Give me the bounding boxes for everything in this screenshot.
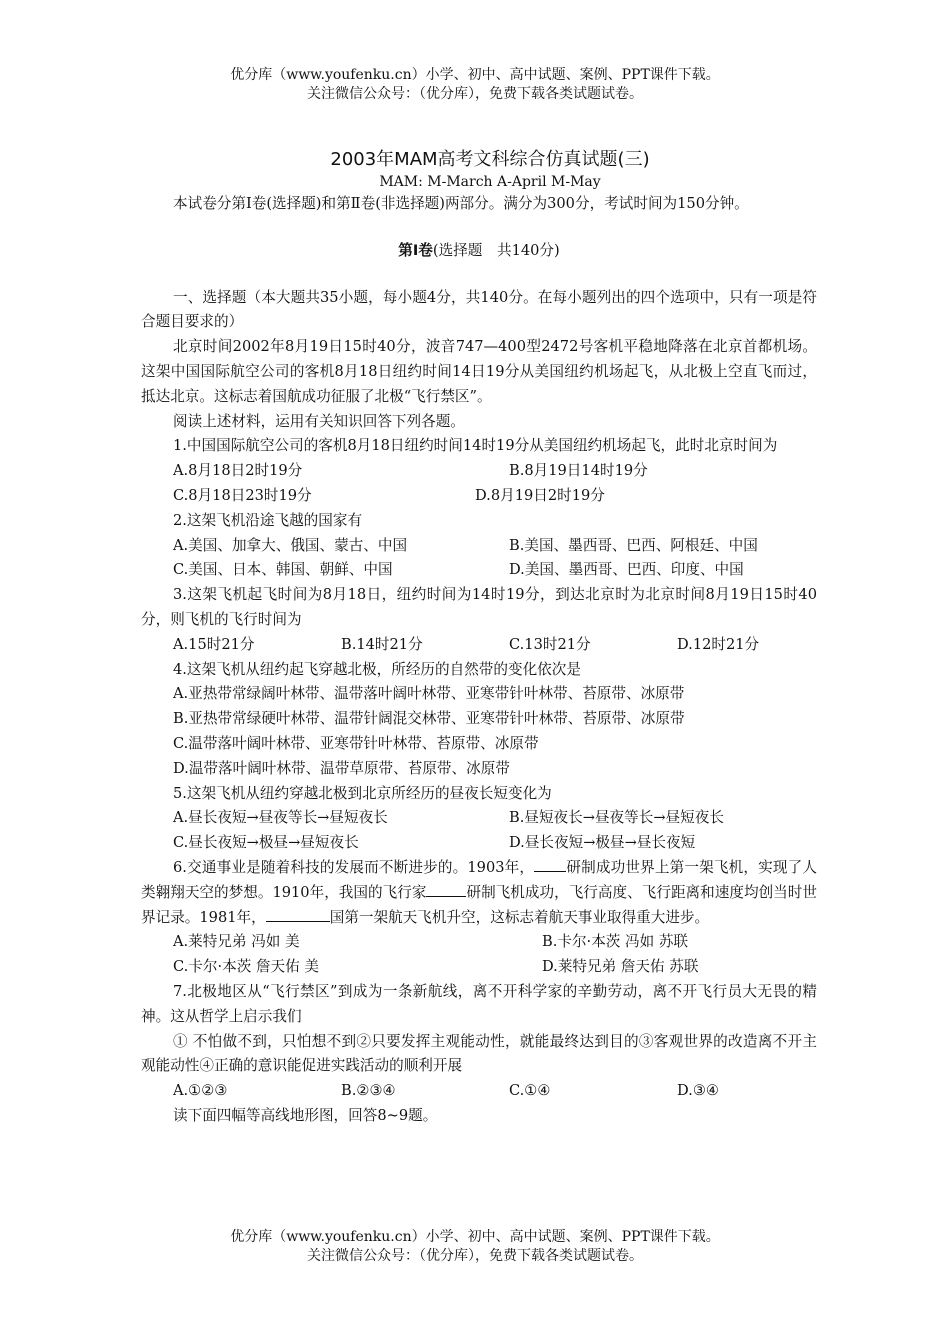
q6-option-c: C.卡尔·本茨 詹天佑 美 xyxy=(173,958,319,976)
question-1-options-row2 xyxy=(141,484,817,509)
q3-option-c: C.13时21分 xyxy=(509,635,591,653)
q5-option-d: D.昼长夜短→极昼→昼长夜短 xyxy=(509,834,696,852)
q6-blank-3 xyxy=(266,907,330,922)
q4-option-d: D.温带落叶阔叶林带、温带草原带、苔原带、冰原带 xyxy=(173,759,510,777)
header-line-2: 关注微信公众号：（优分库），免费下载各类试题试卷。 xyxy=(307,86,643,102)
q2-option-b: B.美国、墨西哥、巴西、阿根廷、中国 xyxy=(509,536,758,554)
q6-stem-part-3: 研制飞机成功，飞行高度、飞行距离和速度均创当时世界记录。1981年， xyxy=(141,883,817,926)
q2-option-c: C.美国、日本、韩国、朝鲜、中国 xyxy=(173,561,393,579)
footer-line-2: 关注微信公众号：（优分库），免费下载各类试题试卷。 xyxy=(307,1248,643,1264)
question-3-stem: 3.这架飞机起飞时间为8月18日，纽约时间为14时19分，到达北京时为北京时间8月19日15时40分，则飞机的飞行时间为 xyxy=(141,586,817,628)
reading-passage: 北京时间2002年8月19日15时40分，波音747—400型2472号客机平稳地降落在北京首都机场。这架中国国际航空公司的客机8月18日纽约时间14日19分从美国纽约机场起飞，从北极上空直飞而过，抵达北京。这标志着国航成功征服了北极“飞行禁区”。 xyxy=(141,338,817,405)
page-footer xyxy=(0,1228,950,1266)
question-5-options-row1 xyxy=(141,806,817,831)
question-2-options-row2 xyxy=(141,558,817,583)
question-5-stem: 5.这架飞机从纽约穿越北极到北京所经历的昼夜长短变化为 xyxy=(173,784,552,802)
q5-option-c: C.昼长夜短→极昼→昼短夜长 xyxy=(173,834,359,852)
q6-blank-2 xyxy=(426,882,466,897)
q4-option-c: C.温带落叶阔叶林带、亚寒带针叶林带、苔原带、冰原带 xyxy=(173,734,539,752)
q5-option-b: B.昼短夜长→昼夜等长→昼短夜长 xyxy=(509,809,724,827)
question-5-options-row2 xyxy=(141,831,817,856)
exam-title: 2003年MAM高考文科综合仿真试题(三) xyxy=(330,149,650,170)
q1-option-b: B.8月19日14时19分 xyxy=(509,462,648,480)
question-7-statements: ① 不怕做不到，只怕想不到②只要发挥主观能动性，就能最终达到目的③客观世界的改造离不开主观能动性④正确的意识能促进实践活动的顺利开展 xyxy=(141,1032,817,1075)
footer-line-1: 优分库（www.youfenku.cn）小学、初中、高中试题、案例、PPT课件下载。 xyxy=(230,1229,720,1245)
question-2-options-row1 xyxy=(141,534,817,559)
question-7-options xyxy=(141,1079,817,1104)
section-heading-rest: (选择题 共140分) xyxy=(432,241,560,259)
document-body xyxy=(141,148,817,1129)
q7-option-b: B.②③④ xyxy=(341,1082,396,1100)
question-6-options-row2 xyxy=(141,955,817,980)
q3-option-b: B.14时21分 xyxy=(341,635,423,653)
q6-option-b: B.卡尔·本茨 冯如 苏联 xyxy=(542,933,689,951)
q7-option-d: D.③④ xyxy=(677,1082,719,1100)
section-heading xyxy=(141,239,817,264)
exam-intro: 本试卷分第Ⅰ卷(选择题)和第Ⅱ卷(非选择题)两部分。满分为300分，考试时间为150分钟。 xyxy=(173,195,749,212)
q6-option-d: D.莱特兄弟 詹天佑 苏联 xyxy=(542,958,699,976)
q2-option-d: D.美国、墨西哥、巴西、印度、中国 xyxy=(509,561,744,579)
q1-option-d: D.8月19日2时19分 xyxy=(475,486,605,504)
header-line-1: 优分库（www.youfenku.cn）小学、初中、高中试题、案例、PPT课件下载。 xyxy=(230,67,720,83)
question-8-prompt: 读下面四幅等高线地形图，回答8~9题。 xyxy=(173,1106,438,1124)
reading-prompt: 阅读上述材料，运用有关知识回答下列各题。 xyxy=(173,412,465,430)
q7-option-a: A.①②③ xyxy=(173,1082,228,1100)
q2-option-a: A.美国、加拿大、俄国、蒙古、中国 xyxy=(173,536,408,554)
q3-option-d: D.12时21分 xyxy=(677,635,760,653)
question-6-options-row1 xyxy=(141,930,817,955)
question-6-stem xyxy=(141,856,817,930)
exam-subtitle: MAM: M-March A-April M-May xyxy=(379,174,601,190)
question-3-options xyxy=(141,633,817,658)
q1-option-a: A.8月18日2时19分 xyxy=(173,462,303,480)
q6-stem-part-4: 国第一架航天飞机升空，这标志着航天事业取得重大进步。 xyxy=(329,908,710,926)
section-heading-bold: 第Ⅰ卷 xyxy=(398,241,433,259)
question-1-stem: 1.中国国际航空公司的客机8月18日纽约时间14时19分从美国纽约机场起飞，此时北京时间为 xyxy=(173,437,778,455)
q6-blank-1 xyxy=(534,857,566,872)
page-header xyxy=(0,66,950,104)
question-2-stem: 2.这架飞机沿途飞越的国家有 xyxy=(173,511,363,529)
q3-option-a: A.15时21分 xyxy=(173,635,255,653)
instructions: 一、选择题（本大题共35小题，每小题4分，共140分。在每小题列出的四个选项中，只有一项是符合题目要求的） xyxy=(141,288,817,331)
question-4-stem: 4.这架飞机从纽约起飞穿越北极，所经历的自然带的变化依次是 xyxy=(173,660,581,678)
q5-option-a: A.昼长夜短→昼夜等长→昼短夜长 xyxy=(173,809,388,827)
question-7-stem: 7.北极地区从“飞行禁区”到成为一条新航线，离不开科学家的辛勤劳动，离不开飞行员大无畏的精神。这从哲学上启示我们 xyxy=(141,982,817,1025)
q4-option-b: B.亚热带常绿硬叶林带、温带针阔混交林带、亚寒带针叶林带、苔原带、冰原带 xyxy=(173,710,685,728)
question-1-options-row1 xyxy=(141,459,817,484)
q4-option-a: A.亚热带常绿阔叶林带、温带落叶阔叶林带、亚寒带针叶林带、苔原带、冰原带 xyxy=(173,685,685,703)
q7-option-c: C.①④ xyxy=(509,1082,551,1100)
q6-stem-part-1: 6.交通事业是随着科技的发展而不断进步的。1903年， xyxy=(173,858,535,876)
q6-stem-part-2: 研制成功世界上第一架飞机，实现了人类翱翔天空的梦想。1910年，我国的飞行家 xyxy=(141,858,817,901)
q1-option-c: C.8月18日23时19分 xyxy=(173,486,312,504)
q6-option-a: A.莱特兄弟 冯如 美 xyxy=(173,933,300,951)
